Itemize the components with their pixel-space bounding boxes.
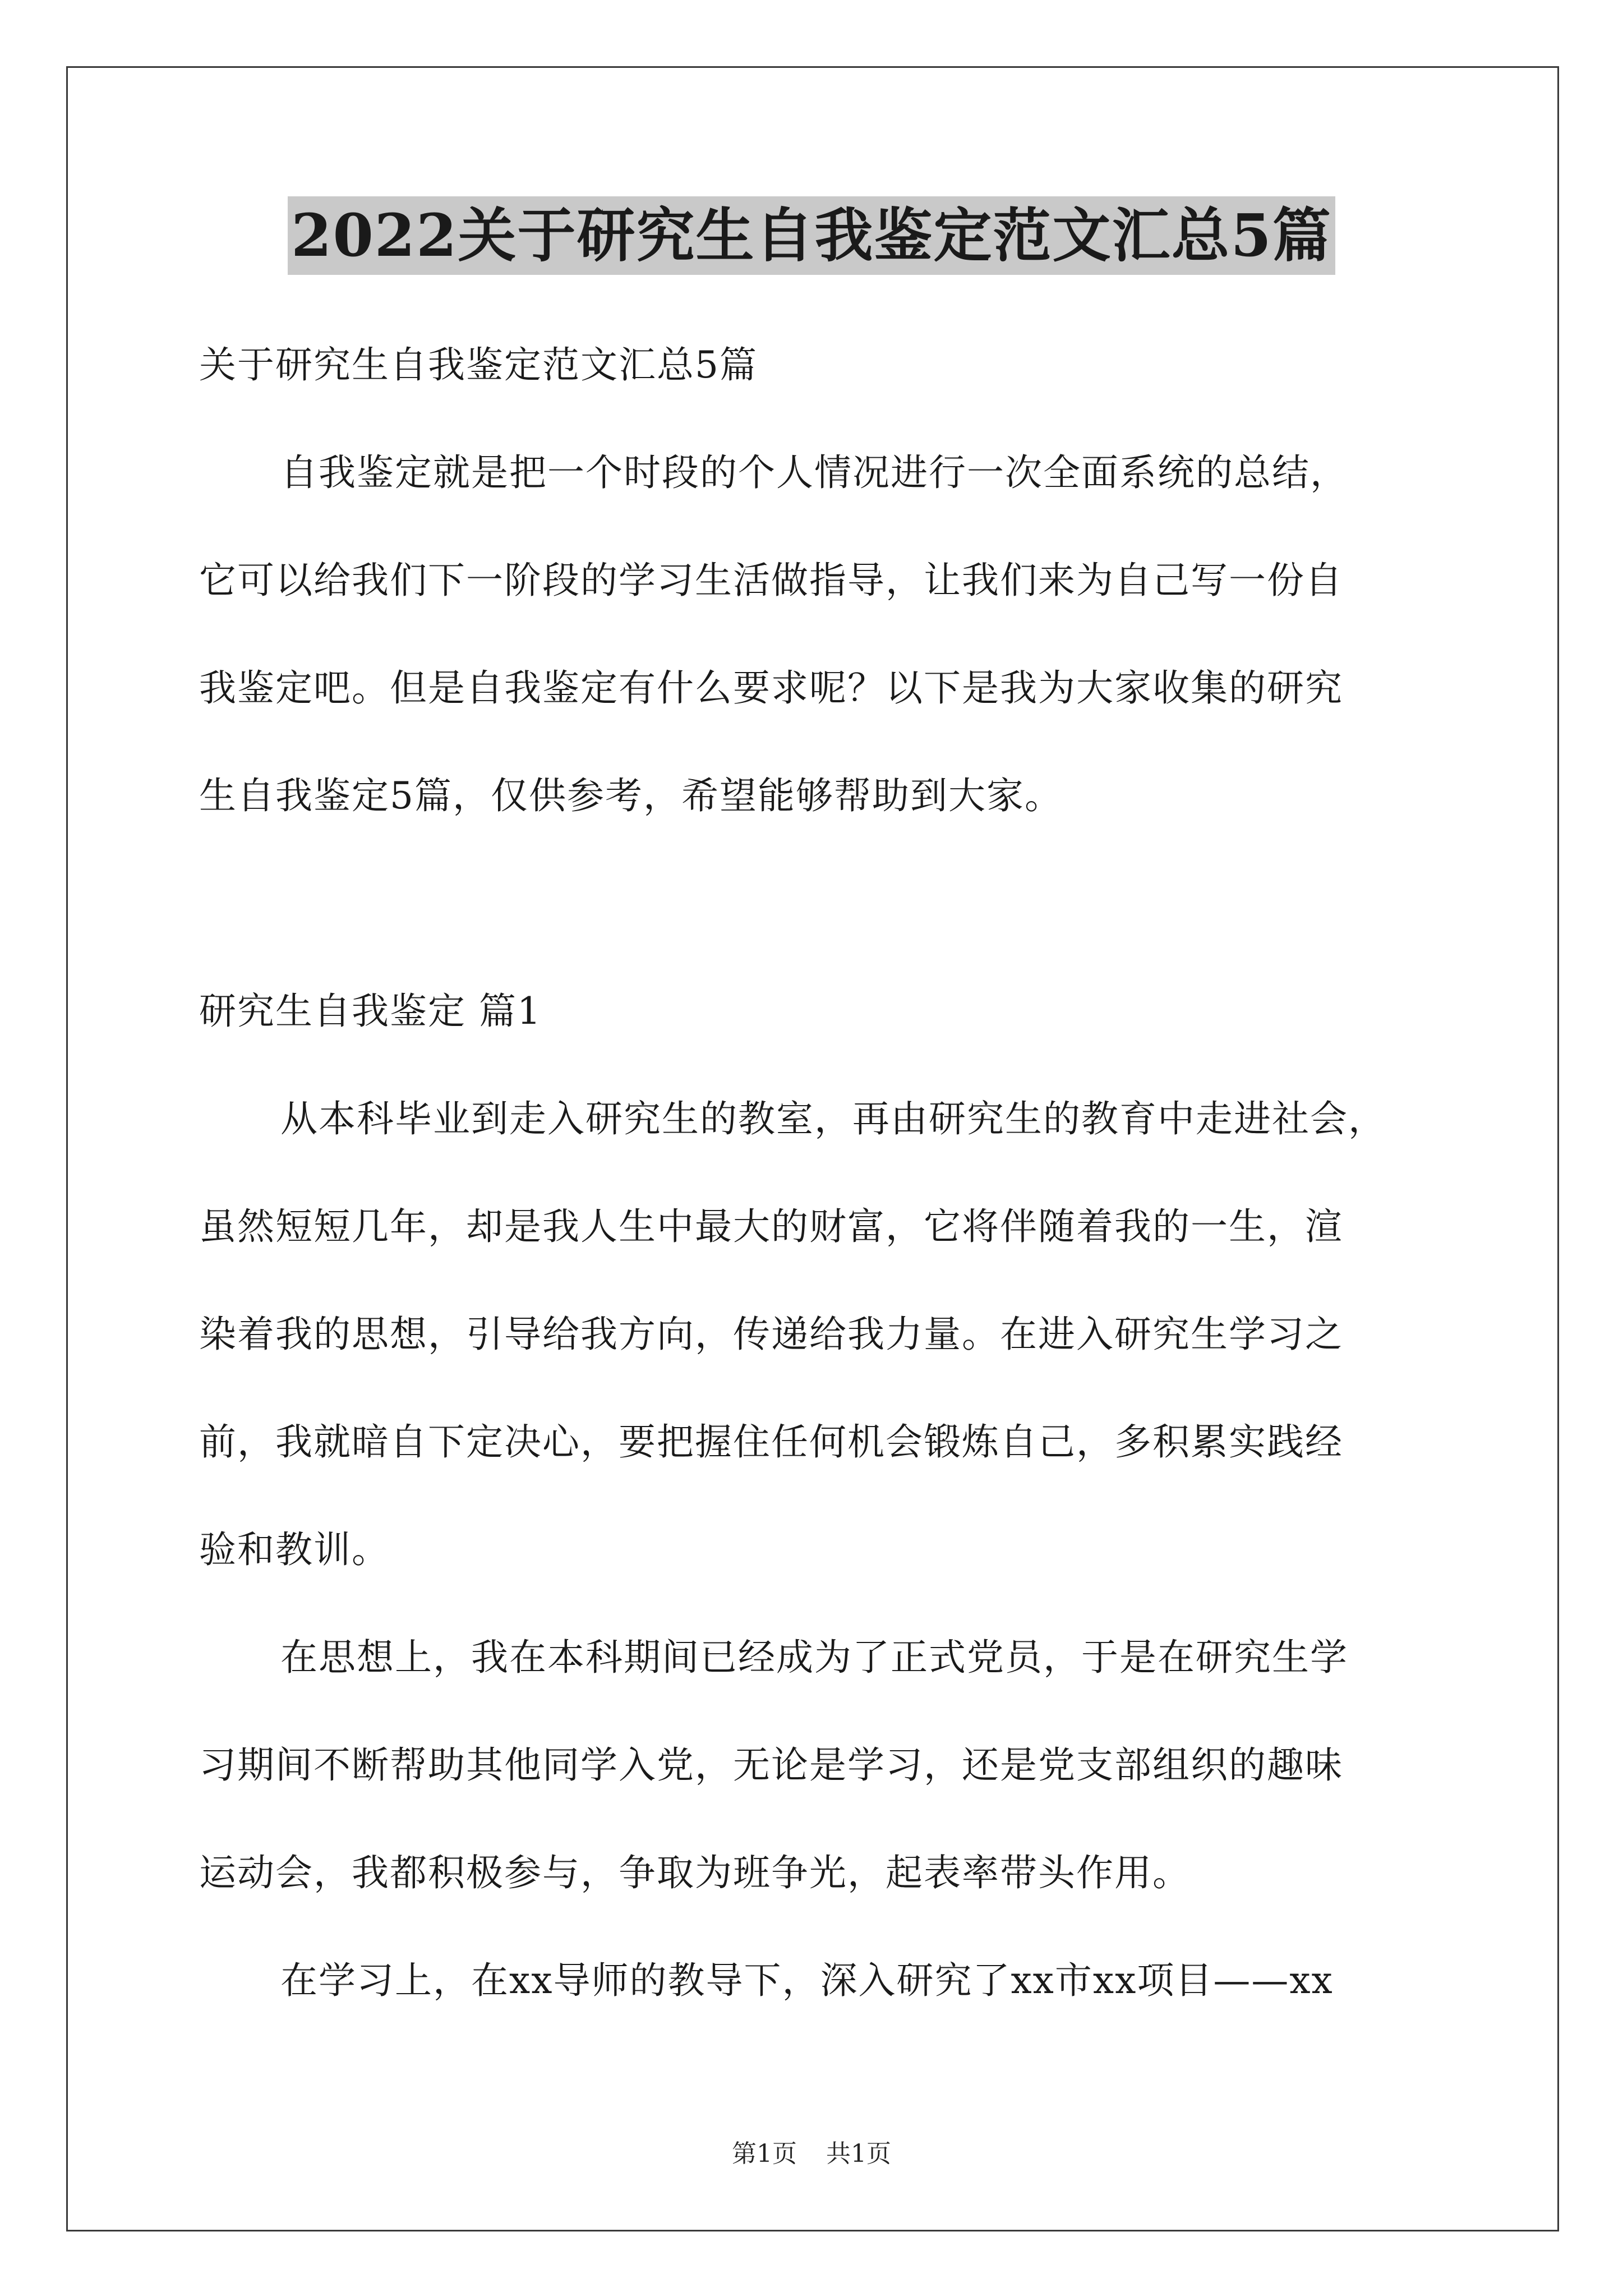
page-total: 共1页	[826, 2139, 891, 2168]
intro-paragraph	[199, 419, 1455, 850]
paragraph-2	[199, 1604, 1455, 1927]
paragraph-line: 在学习上，在xx导师的教导下，深入研究了xx市xx项目——xx	[280, 1959, 1334, 2002]
paragraph-line: 在思想上，我在本科期间已经成为了正式党员，于是在研究生学	[280, 1636, 1348, 1679]
paragraph-line: 从本科毕业到走入研究生的教室，再由研究生的教育中走进社会，	[280, 1097, 1386, 1140]
section-heading: 研究生自我鉴定 篇1	[199, 990, 542, 1033]
paragraph-line: 习期间不断帮助其他同学入党，无论是学习，还是党支部组织的趣味	[199, 1743, 1343, 1787]
intro-line: 它可以给我们下一阶段的学习生活做指导，让我们来为自己写一份自	[199, 559, 1343, 602]
document-body	[199, 311, 1455, 2035]
paragraph-line: 验和教训。	[199, 1528, 390, 1571]
title-container	[0, 196, 1623, 275]
paragraph-1	[199, 1065, 1455, 1604]
paragraph-3	[199, 1927, 1455, 2035]
paragraph-line: 虽然短短几年，却是我人生中最大的财富，它将伴随着我的一生，渲	[199, 1205, 1343, 1248]
paragraph-line: 运动会，我都积极参与，争取为班争光，起表率带头作用。	[199, 1851, 1191, 1894]
paragraph-line: 前，我就暗自下定决心，要把握住任何机会锻炼自己，多积累实践经	[199, 1420, 1343, 1464]
spacer	[199, 850, 1455, 958]
document-title: 2022关于研究生自我鉴定范文汇总5篇	[288, 196, 1335, 275]
intro-line: 自我鉴定就是把一个时段的个人情况进行一次全面系统的总结，	[280, 451, 1348, 494]
intro-line: 生自我鉴定5篇，仅供参考，希望能够帮助到大家。	[199, 774, 1063, 817]
intro-line: 我鉴定吧。但是自我鉴定有什么要求呢？以下是我为大家收集的研究	[199, 666, 1343, 710]
paragraph-line: 染着我的思想，引导给我方向，传递给我力量。在进入研究生学习之	[199, 1313, 1343, 1356]
page-number: 第1页	[732, 2139, 797, 2168]
document-subtitle: 关于研究生自我鉴定范文汇总5篇	[199, 343, 758, 386]
page-footer	[0, 2137, 1623, 2171]
